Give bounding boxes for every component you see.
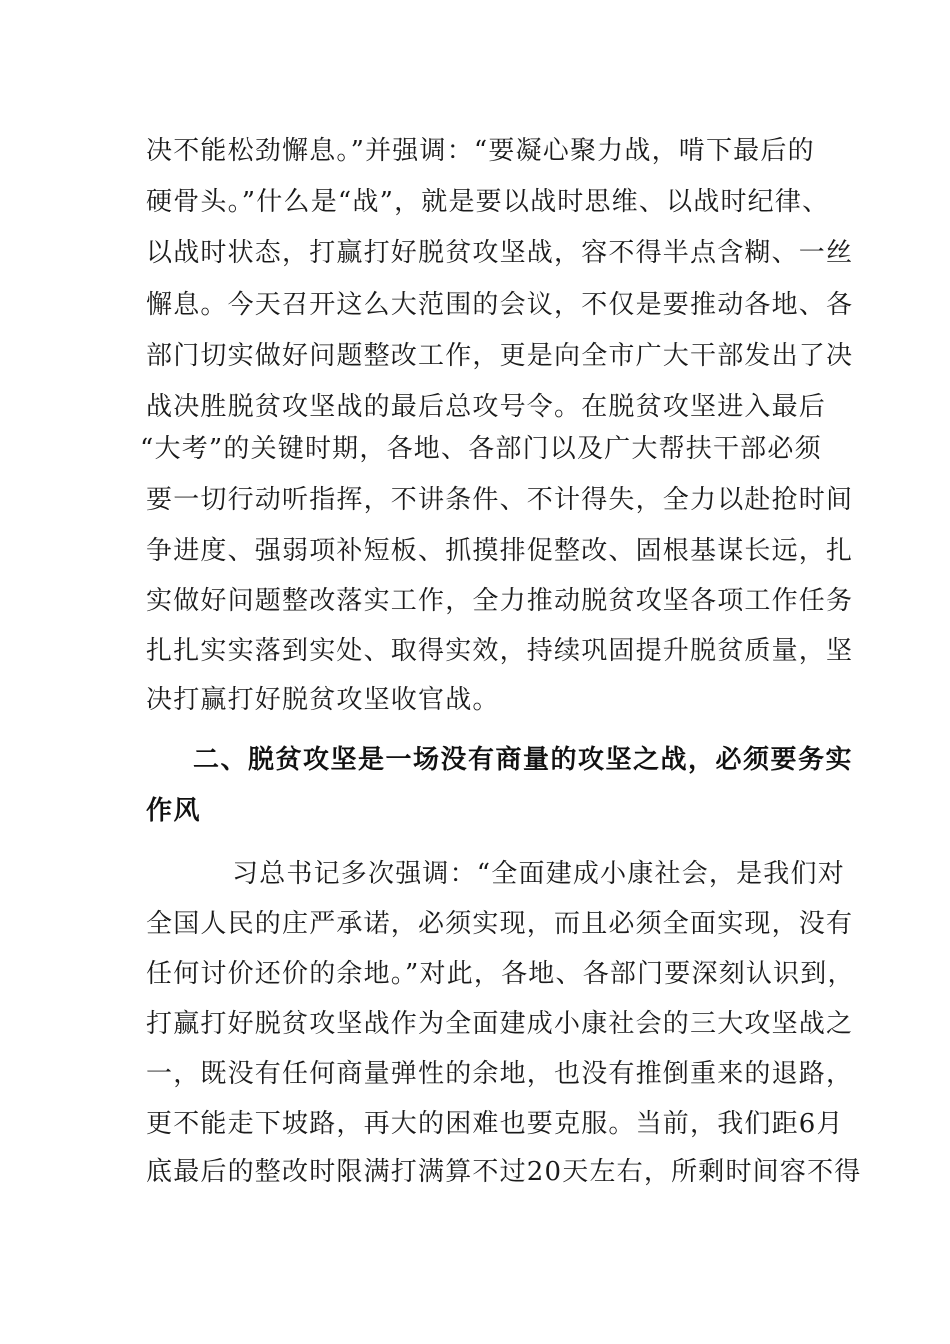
body-text-line: 决不能松劲懈息。”并强调：“要凝心聚力战，啃下最后的 xyxy=(146,136,815,166)
body-text-line: 更不能走下坡路，再大的困难也要克服。当前，我们距6月 xyxy=(146,1109,844,1139)
body-text-line: 要一切行动听指挥，不讲条件、不计得失，全力以赴抢时间 xyxy=(146,485,854,515)
body-text-line: 底最后的整改时限满打满算不过20天左右，所剩时间容不得 xyxy=(146,1157,862,1187)
body-text-line: 战决胜脱贫攻坚战的最后总攻号令。在脱贫攻坚进入最后 xyxy=(146,392,827,422)
body-text-line: 全国人民的庄严承诺，必须实现，而且必须全面实现，没有 xyxy=(146,909,854,939)
body-text-line: 一，既没有任何商量弹性的余地，也没有推倒重来的退路， xyxy=(146,1059,854,1089)
body-text-line: 懈息。今天召开这么大范围的会议，不仅是要推动各地、各 xyxy=(146,290,854,320)
body-text-line: 以战时状态，打赢打好脱贫攻坚战，容不得半点含糊、一丝 xyxy=(146,238,854,268)
body-text-line: 任何讨价还价的余地。”对此，各地、各部门要深刻认识到， xyxy=(146,959,855,989)
body-text-line: 习总书记多次强调：“全面建成小康社会，是我们对 xyxy=(232,859,845,889)
body-text-line: 硬骨头。”什么是“战”，就是要以战时思维、以战时纪律、 xyxy=(146,187,830,217)
body-text-line: 实做好问题整改落实工作，全力推动脱贫攻坚各项工作任务 xyxy=(146,586,854,616)
section-heading: 作风 xyxy=(146,796,202,826)
section-heading: 二、脱贫攻坚是一场没有商量的攻坚之战，必须要务实 xyxy=(193,745,854,775)
body-text-line: 争进度、强弱项补短板、抓摸排促整改、固根基谋长远，扎 xyxy=(146,536,854,566)
body-text-line: 打赢打好脱贫攻坚战作为全面建成小康社会的三大攻坚战之 xyxy=(146,1009,854,1039)
body-text-line: 决打赢打好脱贫攻坚收官战。 xyxy=(146,685,500,715)
body-text-line: 扎扎实实落到实处、取得实效，持续巩固提升脱贫质量，坚 xyxy=(146,636,854,666)
body-text-line: “大考”的关键时期，各地、各部门以及广大帮扶干部必须 xyxy=(140,434,822,464)
body-text-line: 部门切实做好问题整改工作，更是向全市广大干部发出了决 xyxy=(146,341,854,371)
